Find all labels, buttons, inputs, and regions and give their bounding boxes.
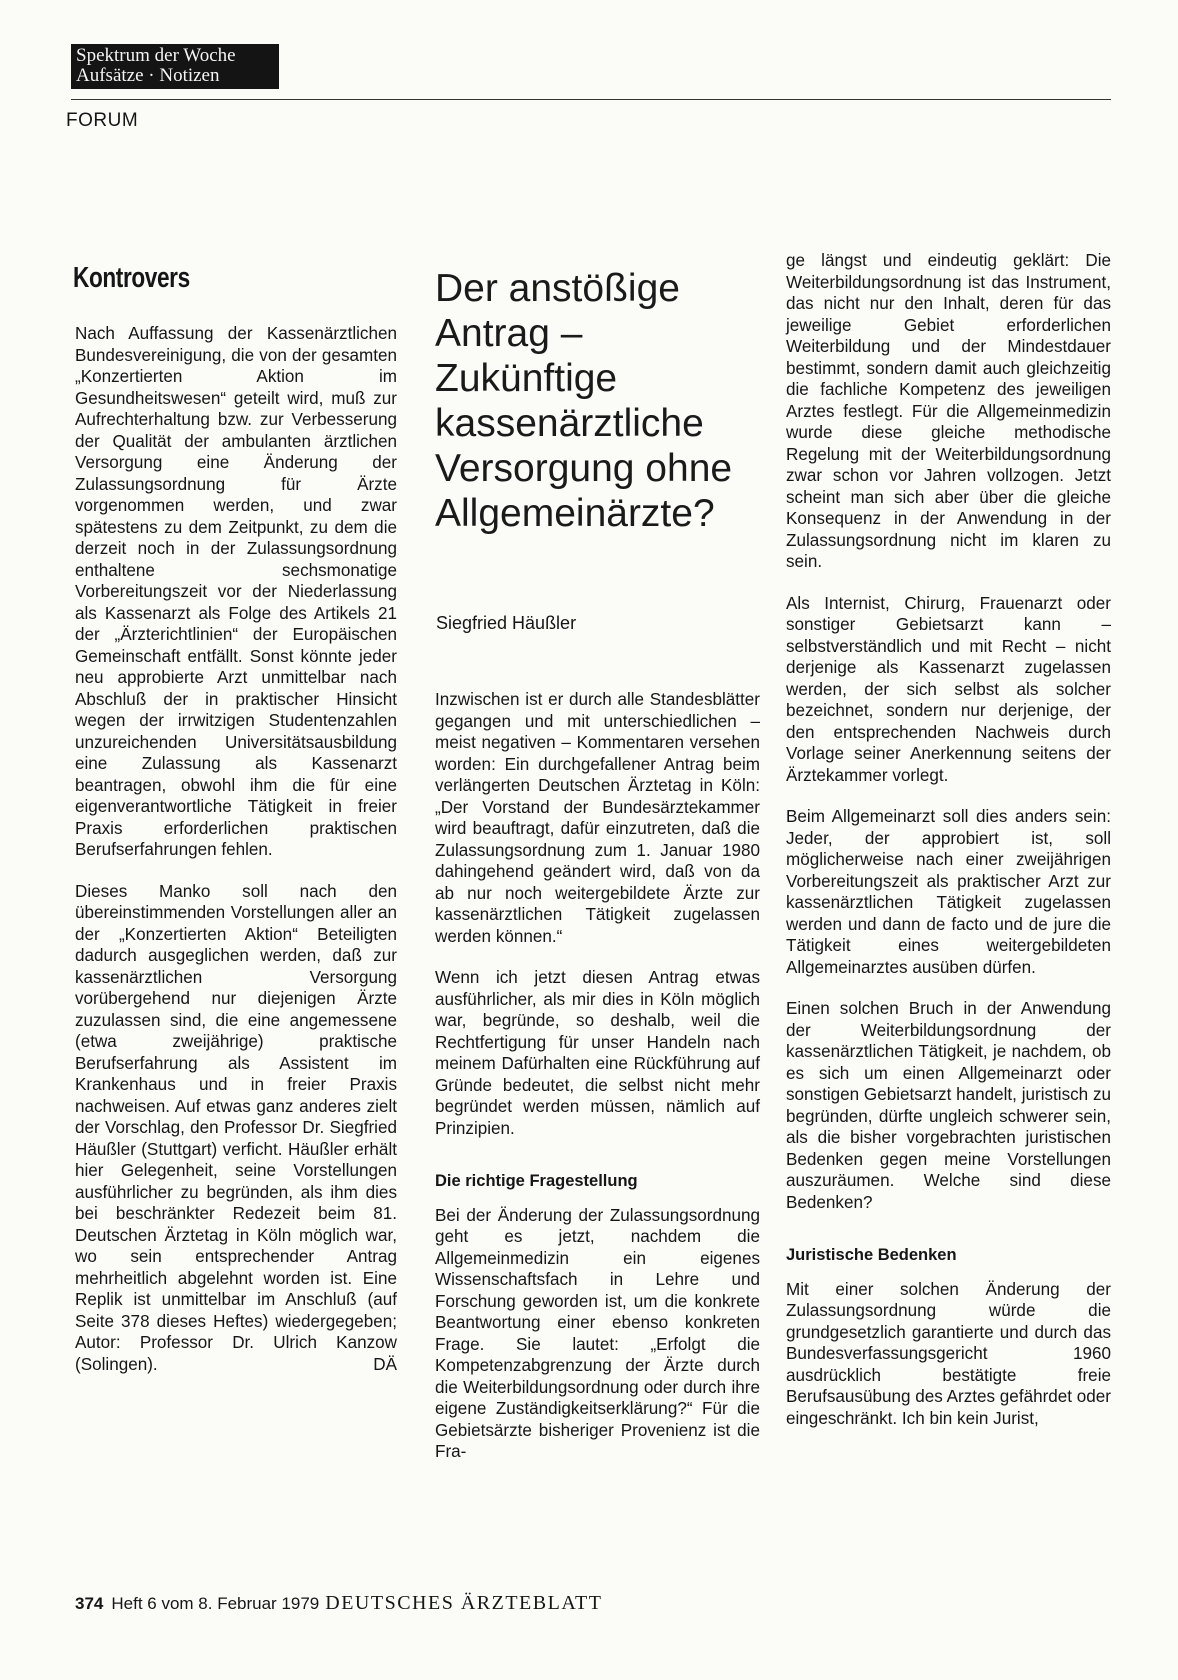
article-column-2: [786, 250, 1111, 1449]
article-paragraph-7: Einen solchen Bruch in der Anwendung der Weiterbildungsordnung der kassenärztlichen Tätigkeit, je nachdem, ob es sich um einen Allgemeinarzt oder sonstigen Gebietsarzt handelt, juristisch zu begründen, dürfte ungleich schwerer sein, als die bisher vorgebrachten juristischen Bedenken gegen meine Vorstellungen auszuräumen. Welche sind diese Bedenken?: [786, 999, 1111, 1212]
magazine-name: DEUTSCHES ÄRZTEBLATT: [325, 1592, 603, 1614]
page-number: 374: [75, 1594, 104, 1613]
article-title: Der anstößige Antrag – Zukünftige kassenärztliche Versorgung ohne Allgemeinärzte?: [435, 267, 733, 536]
article-author: Siegfried Häußler: [436, 613, 577, 633]
article-column-1: [435, 689, 760, 1483]
article-paragraph-2: Wenn ich jetzt diesen Antrag etwas ausführlicher, als mir dies in Köln möglich war, begründe, so deshalb, weil die Rechtfertigung für unser Handeln nach meinem Dafürhalten eine Rückführung auf Gründe bedeutet, die selbst nicht mehr begründet werden müssen, nämlich auf Prinzipien.: [435, 968, 760, 1138]
article-paragraph-4: ge längst und eindeutig geklärt: Die Weiterbildungsordnung ist das Instrument, das nicht nur den Inhalt, deren für das jeweilige Gebiet erforderlichen Weiterbildung und der Mindestdauer bestimmt, sondern damit auch gleichzeitig die fachliche Kompetenz des jeweiligen Arztes festlegt. Für die Allgemeinmedizin wurde diese gleiche methodische Regelung mit der Weiterbildungsordnung zwar schon vor Jahren vollzogen. Jetzt scheint man sich aber über die gleiche Konsequenz in der Anwendung in der Zulassungsordnung nicht im klaren zu sein.: [786, 251, 1111, 571]
article-paragraph-3: Bei der Änderung der Zulassungsordnung geht es jetzt, nachdem die Allgemeinmedizin ein eigenes Wissenschaftsfach in Lehre und Forschung geworden ist, um die konkrete Beantwortung einer ebenso konkreten Frage. Sie lautet: „Erfolgt die Kompetenzabgrenzung der Ärzte durch die Weiterbildungsordnung oder durch ihre eigene Zuständigkeitserklärung?“ Für die Gebietsärzte bisheriger Provenienz ist die Fra-: [435, 1205, 760, 1461]
intro-column: [75, 323, 397, 1395]
article-paragraph-6: Beim Allgemeinarzt soll dies anders sein: Jeder, der approbiert ist, soll möglicherweise nach einer zweijährigen Vorbereitungszeit als praktischer Arzt zur kassenärztlichen Tätigkeit zugelassen werden und dann de facto und de jure die Tätigkeit eines weitergebildeten Allgemeinarztes ausüben dürfen.: [786, 807, 1111, 977]
page-footer: [75, 1592, 602, 1615]
masthead-box: [71, 44, 279, 89]
intro-paragraph-2-text: Dieses Manko soll nach den übereinstimmenden Vorstellungen aller an der „Konzertierten Aktion“ Beteiligten dadurch ausgeglichen werden, daß zur kassenärztlichen Versorgung vorübergehend nur diejenigen Ärzte zuzulassen sind, die eine angemessene (etwa zweijährige) praktische Berufserfahrung als Assistent im Krankenhaus und in freier Praxis nachweisen. Auf etwas ganz anderes zielt der Vorschlag, den Professor Dr. Siegfried Häußler (Stuttgart) verficht. Häußler erhält hier Gelegenheit, seine Vorstellungen ausführlicher zu begründen, als ihm dies bei beschränkter Redezeit beim 81. Deutschen Ärztetag in Köln möglich war, wo sein entsprechender Antrag mehrheitlich abgelehnt worden ist. Eine Replik ist unmittelbar im Anschluß (auf Seite 378 dieses Heftes) wiedergegeben; Autor: Professor Dr. Ulrich Kanzow (Solingen).: [75, 881, 397, 1374]
subheading-fragestellung: Die richtige Fragestellung: [435, 1172, 638, 1190]
article-paragraph-1: Inzwischen ist er durch alle Standesblätter gegangen und mit unterschiedlichen – meist negativen – Kommentaren versehen worden: Ein durchgefallener Antrag beim verlängerten Deutschen Ärztetag in Köln: „Der Vorstand der Bundesärztekammer wird beauftragt, dafür einzutreten, daß die Zulassungsordnung zum 1. Januar 1980 dahingehend geändert wird, daß von da ab nur noch weitergebildete Ärzte zur kassenärztlichen Tätigkeit zugelassen werden können.“: [435, 690, 760, 946]
intro-paragraph-2: [75, 881, 397, 1376]
masthead-line-1: Spektrum der Woche: [76, 45, 236, 66]
header-rule: [71, 99, 1111, 100]
article-paragraph-8: Mit einer solchen Änderung der Zulassungsordnung würde die grundgesetzlich garantierte und durch das Bundesverfassungsgericht 1960 ausdrücklich bestätigte freie Berufsausübung des Arztes gefährdet oder eingeschränkt. Ich bin kein Jurist,: [786, 1279, 1111, 1428]
editor-signature: DÄ: [373, 1354, 397, 1374]
kicker-heading: Kontrovers: [73, 262, 190, 294]
issue-info: Heft 6 vom 8. Februar 1979: [111, 1594, 320, 1613]
intro-paragraph-1: Nach Auffassung der Kassenärztlichen Bundesvereinigung, die von der gesamten „Konzertierten Aktion im Gesundheitswesen“ geteilt wird, muß zur Aufrechterhaltung bzw. zur Verbesserung der Qualität der ambulanten ärztlichen Versorgung eine Änderung der Zulassungsordnung für Ärzte vorgenommen werden, und zwar spätestens zu dem Zeitpunkt, zu dem die derzeit noch in der Zulassungsordnung enthaltene sechsmonatige Vorbereitungszeit vor der Niederlassung als Kassenarzt als Folge des Artikels 21 der „Ärzterichtlinien“ der Europäischen Gemeinschaft entfällt. Sonst könnte jeder neu approbierte Arzt unmittelbar nach Abschluß der in praktischer Hinsicht wegen der irrwitzigen Studentenzahlen unzureichenden Universitätsausbildung eine Zulassung als Kassenarzt beantragen, obwohl ihm die für eine eigenverantwortliche Tätigkeit in freier Praxis erforderlichen praktischen Berufserfahrungen fehlen.: [75, 324, 397, 859]
section-label: FORUM: [66, 110, 139, 131]
masthead-line-2: Aufsätze · Notizen: [76, 65, 220, 86]
subheading-juristische-bedenken: Juristische Bedenken: [786, 1246, 957, 1264]
article-paragraph-5: Als Internist, Chirurg, Frauenarzt oder sonstiger Gebietsarzt kann – selbstverständlich und mit Recht – nicht derjenige als Kassenarzt zugelassen werden, der sich selbst als solcher bezeichnet, sondern nur derjenige, der den entsprechenden Nachweis durch Vorlage seiner Anerkennung seitens der Ärztekammer vorlegt.: [786, 593, 1111, 785]
